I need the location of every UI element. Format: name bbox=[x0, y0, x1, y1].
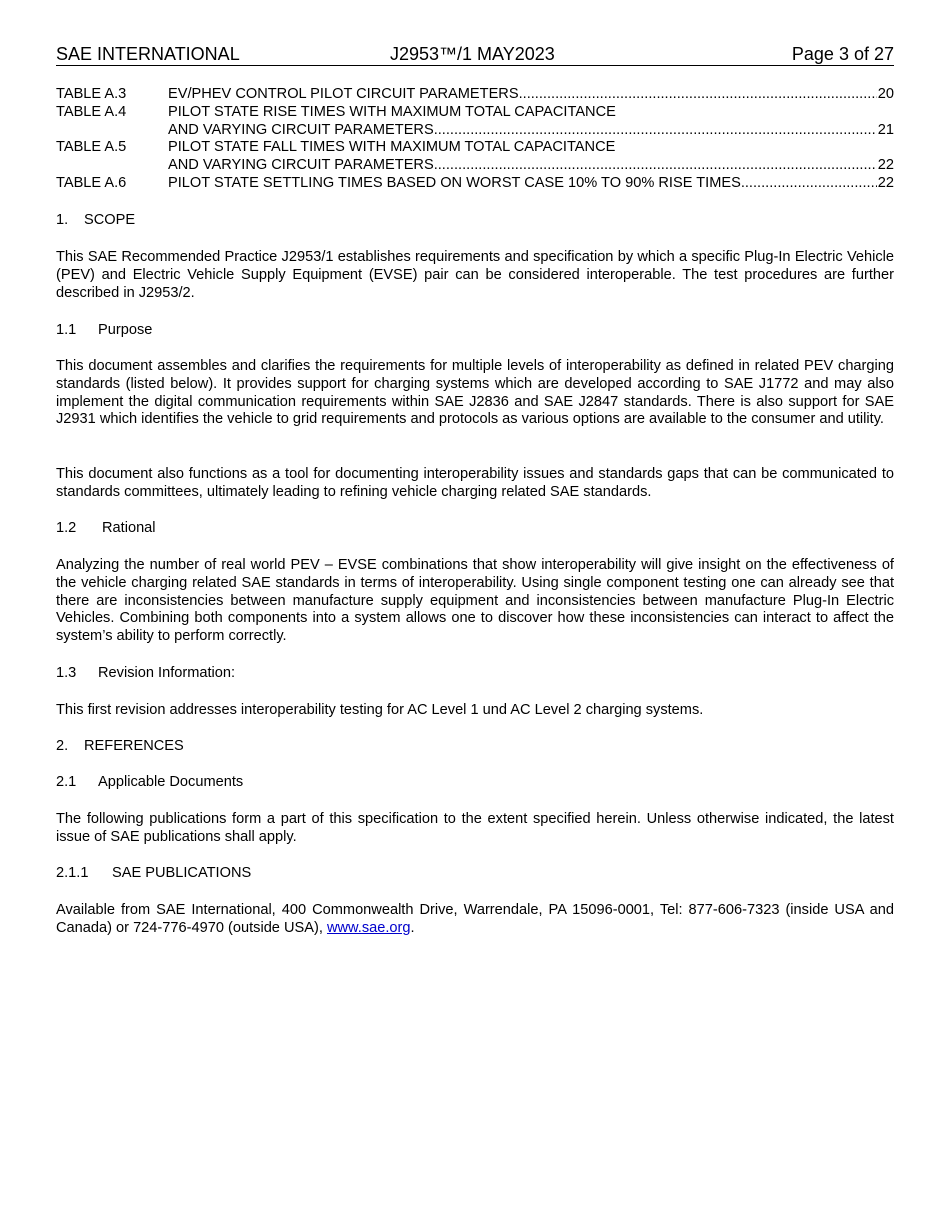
toc-label: TABLE A.6 bbox=[56, 174, 127, 191]
toc-leader bbox=[434, 122, 877, 140]
sae-publications-paragraph bbox=[56, 902, 894, 938]
sae-publications-text: Available from SAE International, 400 Commonwealth Drive, Warrendale, PA 15096-0001, Tel: 877-606-7323 (inside USA and Canada) or 724-776-4970 (outside USA), bbox=[56, 902, 894, 936]
toc-page: 22 bbox=[877, 157, 894, 174]
section-number: 1.1 bbox=[56, 322, 77, 338]
section-number: 2. bbox=[56, 738, 69, 754]
section-title: Rational bbox=[102, 520, 156, 536]
section-heading-applicable-documents bbox=[56, 774, 894, 792]
sae-publications-text-end: . bbox=[410, 919, 415, 936]
section-heading-sae-publications bbox=[56, 865, 894, 883]
rational-paragraph: Analyzing the number of real world PEV – EVSE combinations that show interoperability will give insight on the effectiveness of the vehicle charging related SAE standards in terms of interoperability. Using single component testing one can already see that there are inconsistencies between manufacture supply equipment and inconsistencies between manufacture Plug-In Electric Vehicles. Combining both components into a system allows one to discover how these inconsistencies can interact to affect the system’s ability to perform correctly. bbox=[56, 557, 894, 645]
toc-label: TABLE A.4 bbox=[56, 103, 127, 120]
section-title: Purpose bbox=[98, 322, 153, 338]
section-heading-references bbox=[56, 738, 894, 756]
section-number: 2.1 bbox=[56, 774, 77, 790]
toc-page: 22 bbox=[877, 174, 894, 191]
toc-title: AND VARYING CIRCUIT PARAMETERS bbox=[168, 157, 434, 174]
section-heading-scope bbox=[56, 212, 894, 230]
toc-page: 21 bbox=[877, 121, 894, 138]
applicable-documents-paragraph: The following publications form a part of this specification to the extent specified herein. Unless otherwise indicated, the latest issue of SAE publications shall apply. bbox=[56, 811, 894, 845]
header-org: SAE INTERNATIONAL bbox=[56, 44, 240, 64]
toc-entry[interactable] bbox=[56, 139, 894, 157]
table-of-contents bbox=[56, 86, 894, 193]
toc-title: PILOT STATE FALL TIMES WITH MAXIMUM TOTAL CAPACITANCE bbox=[168, 139, 616, 156]
toc-page: 20 bbox=[877, 86, 894, 102]
toc-entry[interactable] bbox=[56, 104, 894, 122]
toc-title: EV/PHEV CONTROL PILOT CIRCUIT PARAMETERS bbox=[168, 86, 519, 102]
section-number: 2.1.1 bbox=[56, 865, 89, 881]
sae-website-link[interactable]: www.sae.org bbox=[326, 919, 411, 936]
toc-entry[interactable] bbox=[56, 175, 894, 193]
revision-paragraph: This first revision addresses interoperability testing for AC Level 1 und AC Level 2 charging systems. bbox=[56, 702, 704, 718]
section-heading-rational bbox=[56, 520, 894, 538]
toc-label: TABLE A.5 bbox=[56, 139, 127, 156]
section-number: 1. bbox=[56, 212, 69, 228]
toc-leader bbox=[434, 157, 877, 175]
section-number: 1.3 bbox=[56, 665, 77, 681]
toc-entry[interactable] bbox=[56, 86, 894, 104]
section-title: Revision Information: bbox=[98, 665, 236, 681]
section-title: Applicable Documents bbox=[98, 774, 244, 790]
section-title: SCOPE bbox=[84, 212, 136, 228]
header-page-number: Page 3 of 27 bbox=[791, 44, 894, 64]
toc-title: PILOT STATE SETTLING TIMES BASED ON WORST CASE 10% TO 90% RISE TIMES bbox=[168, 174, 741, 191]
toc-label: TABLE A.3 bbox=[56, 86, 127, 102]
toc-title: AND VARYING CIRCUIT PARAMETERS bbox=[168, 121, 434, 138]
toc-leader bbox=[519, 86, 877, 104]
purpose-paragraph-2: This document also functions as a tool for documenting interoperability issues and standards gaps that can be communicated to standards committees, ultimately leading to refining vehicle charging related SAE standards. bbox=[56, 466, 894, 500]
toc-entry-continuation[interactable] bbox=[56, 122, 894, 140]
section-title: REFERENCES bbox=[84, 738, 184, 754]
section-heading-revision-information bbox=[56, 665, 894, 683]
toc-leader bbox=[741, 175, 877, 193]
purpose-paragraph-1: This document assembles and clarifies the requirements for multiple levels of interoperability as defined in related PEV charging standards (listed below). It provides support for charging systems which are developed according to SAE J1772 and may also implement the digital communication requirements within SAE J2836 and SAE J2847 standards. There is also support for SAE J2931 which identifies the vehicle to grid requirements and protocols as various options are available to the consumer and utility. bbox=[56, 358, 894, 428]
header-doc-id: J2953™/1 MAY2023 bbox=[390, 44, 555, 64]
section-number: 1.2 bbox=[56, 520, 77, 536]
toc-entry-continuation[interactable] bbox=[56, 157, 894, 175]
section-heading-purpose bbox=[56, 322, 894, 340]
scope-paragraph: This SAE Recommended Practice J2953/1 establishes requirements and specification by which a specific Plug-In Electric Vehicle (PEV) and Electric Vehicle Supply Equipment (EVSE) pair can be considered interoperable. The test procedures are further described in J2953/2. bbox=[56, 249, 894, 301]
page-header bbox=[56, 44, 894, 66]
toc-title: PILOT STATE RISE TIMES WITH MAXIMUM TOTAL CAPACITANCE bbox=[168, 103, 616, 120]
section-title: SAE PUBLICATIONS bbox=[112, 865, 252, 881]
